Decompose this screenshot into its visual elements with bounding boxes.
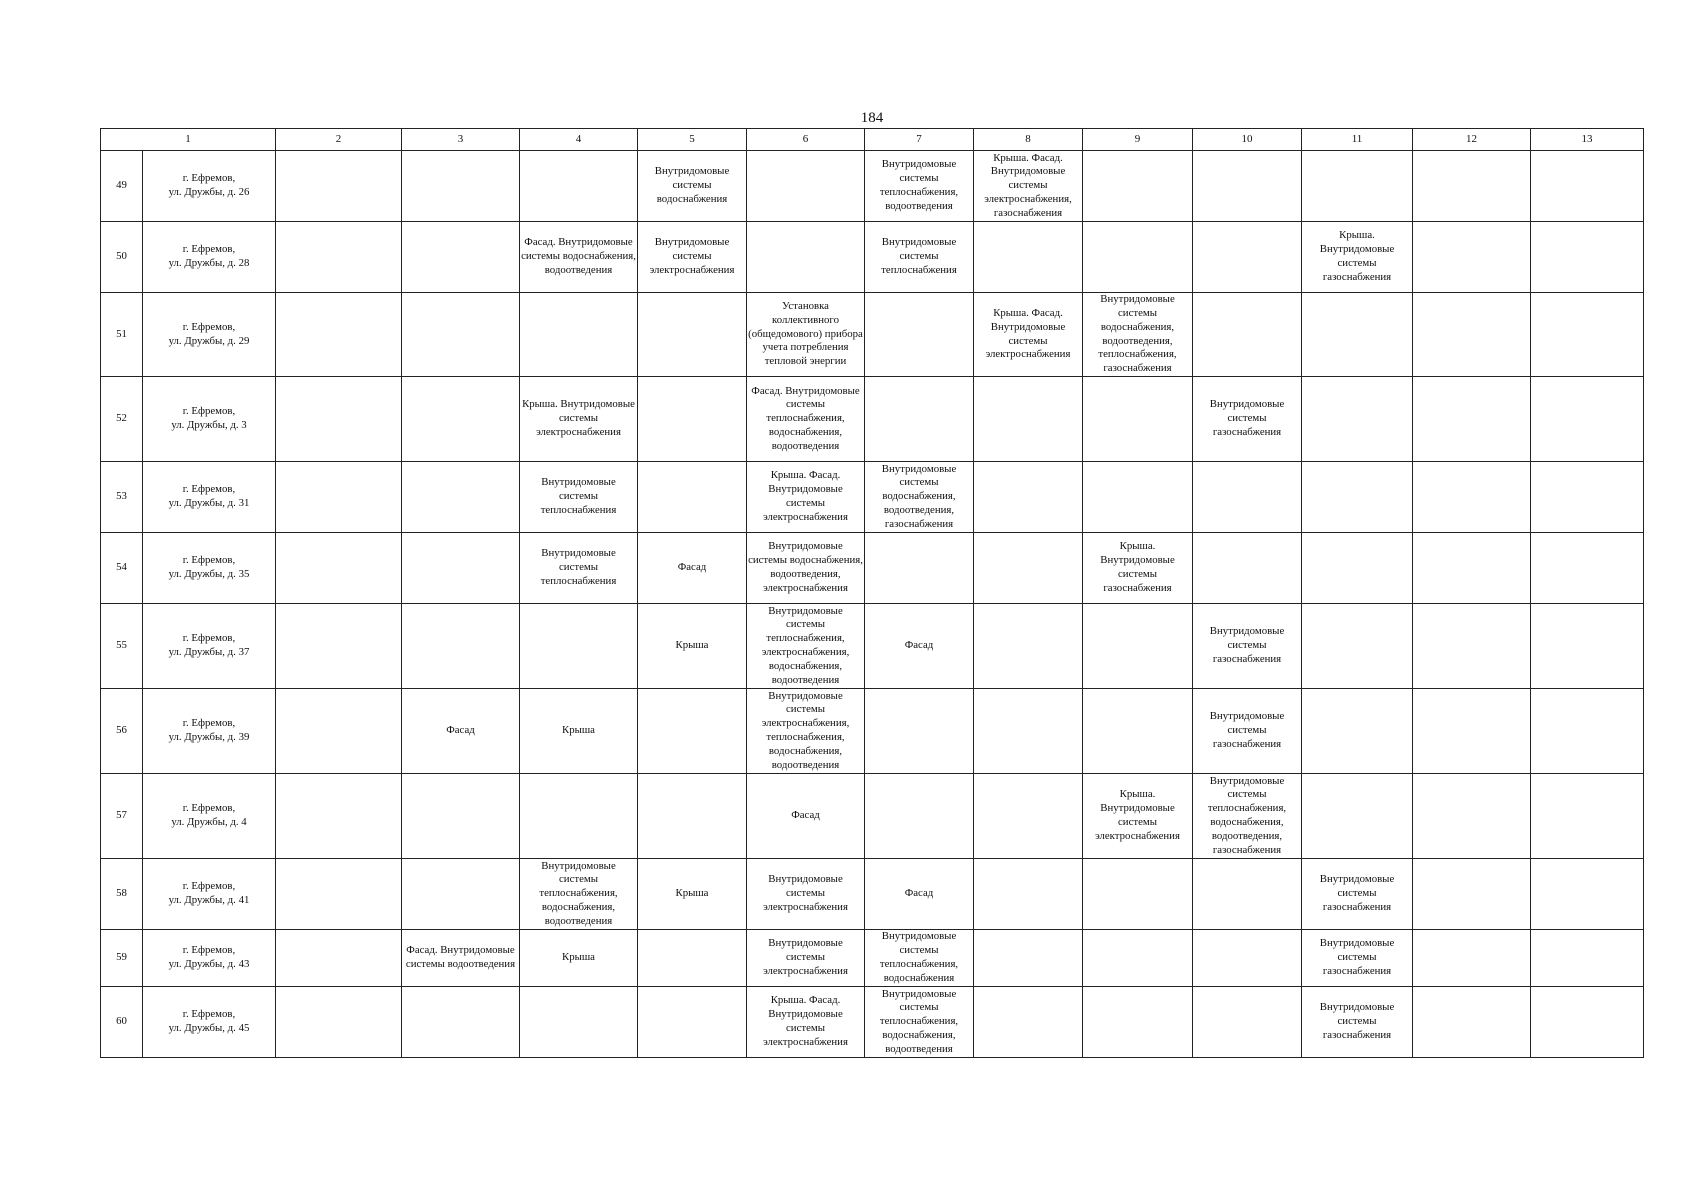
column-header: 10 (1193, 129, 1302, 151)
work-cell-col-11 (1302, 533, 1413, 604)
work-cell-col-13 (1531, 987, 1644, 1058)
address-city: г. Ефремов, (182, 1008, 236, 1021)
work-cell-col-8 (974, 987, 1083, 1058)
work-cell-col-3 (402, 377, 520, 462)
work-cell-col-7: Внутридомовые системы теплоснабжения, водоснабжения, водоотведения (865, 987, 974, 1058)
address-city: г. Ефремов, (182, 243, 236, 256)
work-cell-col-2 (276, 987, 402, 1058)
work-cell-col-12 (1413, 774, 1531, 859)
work-cell-col-13 (1531, 462, 1644, 533)
address-city: г. Ефремов, (182, 554, 236, 567)
work-cell-col-2 (276, 689, 402, 774)
work-cell-col-2 (276, 151, 402, 222)
work-cell-col-12 (1413, 293, 1531, 377)
work-cell-col-9: Внутридомовые системы водоснабжения, водоотведения, теплоснабжения, газоснабжения (1083, 293, 1193, 377)
row-number-cell: 54 (101, 533, 143, 604)
work-cell-col-5: Фасад (638, 533, 747, 604)
work-cell-col-4 (520, 151, 638, 222)
address-city: г. Ефремов, (182, 172, 236, 185)
work-cell-col-8: Крыша. Фасад. Внутридомовые системы электроснабжения, газоснабжения (974, 151, 1083, 222)
address-cell (143, 987, 276, 1058)
column-header: 3 (402, 129, 520, 151)
work-cell-col-8 (974, 689, 1083, 774)
work-cell-col-3 (402, 774, 520, 859)
address-cell (143, 222, 276, 293)
work-cell-col-10: Внутридомовые системы теплоснабжения, водоснабжения, водоотведения, газоснабжения (1193, 774, 1302, 859)
address-city: г. Ефремов, (182, 802, 236, 815)
work-cell-col-5: Крыша (638, 859, 747, 930)
work-cell-col-4: Внутридомовые системы теплоснабжения, водоснабжения, водоотведения (520, 859, 638, 930)
address-city: г. Ефремов, (182, 320, 236, 333)
work-cell-col-11 (1302, 377, 1413, 462)
work-cell-col-11 (1302, 604, 1413, 689)
work-cell-col-12 (1413, 462, 1531, 533)
work-cell-col-13 (1531, 151, 1644, 222)
address-city: г. Ефремов, (182, 405, 236, 418)
work-cell-col-6: Крыша. Фасад. Внутридомовые системы электроснабжения (747, 462, 865, 533)
column-header: 1 (101, 129, 276, 151)
work-cell-col-13 (1531, 533, 1644, 604)
address-street: ул. Дружбы, д. 31 (168, 497, 250, 509)
column-header: 7 (865, 129, 974, 151)
row-number-cell: 55 (101, 604, 143, 689)
work-cell-col-12 (1413, 689, 1531, 774)
table-row (101, 604, 1644, 689)
work-cell-col-7: Внутридомовые системы теплоснабжения, водоснабжения (865, 930, 974, 987)
work-cell-col-4: Крыша (520, 689, 638, 774)
work-cell-col-12 (1413, 222, 1531, 293)
work-cell-col-9 (1083, 930, 1193, 987)
table-row (101, 533, 1644, 604)
work-cell-col-8 (974, 533, 1083, 604)
table-row (101, 930, 1644, 987)
work-cell-col-13 (1531, 930, 1644, 987)
work-cell-col-3 (402, 151, 520, 222)
address-cell (143, 774, 276, 859)
work-cell-col-6: Установка коллективного (общедомового) прибора учета потребления тепловой энергии (747, 293, 865, 377)
work-cell-col-11: Внутридомовые системы газоснабжения (1302, 859, 1413, 930)
work-cell-col-9 (1083, 987, 1193, 1058)
work-cell-col-4: Внутридомовые системы теплоснабжения (520, 533, 638, 604)
work-cell-col-11 (1302, 151, 1413, 222)
work-cell-col-3 (402, 987, 520, 1058)
work-cell-col-11 (1302, 462, 1413, 533)
table-row (101, 689, 1644, 774)
work-cell-col-7 (865, 774, 974, 859)
work-cell-col-2 (276, 604, 402, 689)
work-cell-col-2 (276, 774, 402, 859)
work-cell-col-3: Фасад. Внутридомовые системы водоотведения (402, 930, 520, 987)
work-cell-col-8 (974, 604, 1083, 689)
work-cell-col-7: Внутридомовые системы водоснабжения, водоотведения, газоснабжения (865, 462, 974, 533)
work-cell-col-3 (402, 604, 520, 689)
work-cell-col-6: Внутридомовые системы электроснабжения (747, 859, 865, 930)
address-street: ул. Дружбы, д. 37 (168, 646, 250, 658)
address-cell (143, 930, 276, 987)
work-cell-col-8 (974, 462, 1083, 533)
work-cell-col-10 (1193, 151, 1302, 222)
address-cell (143, 859, 276, 930)
work-cell-col-7: Фасад (865, 859, 974, 930)
work-cell-col-2 (276, 462, 402, 533)
work-cell-col-4: Внутридомовые системы теплоснабжения (520, 462, 638, 533)
work-cell-col-5: Внутридомовые системы электроснабжения (638, 222, 747, 293)
work-cell-col-12 (1413, 604, 1531, 689)
work-cell-col-8 (974, 377, 1083, 462)
work-cell-col-9 (1083, 859, 1193, 930)
page-number: 184 (860, 110, 884, 126)
table-row (101, 774, 1644, 859)
work-cell-col-2 (276, 222, 402, 293)
work-cell-col-11: Внутридомовые системы газоснабжения (1302, 987, 1413, 1058)
address-street: ул. Дружбы, д. 26 (168, 186, 250, 198)
address-city: г. Ефремов, (182, 483, 236, 496)
work-cell-col-5 (638, 930, 747, 987)
work-cell-col-11: Крыша. Внутридомовые системы газоснабжения (1302, 222, 1413, 293)
work-cell-col-11 (1302, 293, 1413, 377)
work-cell-col-13 (1531, 774, 1644, 859)
work-cell-col-6 (747, 222, 865, 293)
work-cell-col-9 (1083, 377, 1193, 462)
table-row (101, 462, 1644, 533)
row-number-cell: 60 (101, 987, 143, 1058)
address-city: г. Ефремов, (182, 880, 236, 893)
work-cell-col-5 (638, 293, 747, 377)
work-cell-col-2 (276, 533, 402, 604)
work-cell-col-10 (1193, 293, 1302, 377)
work-cell-col-7 (865, 689, 974, 774)
row-number-cell: 57 (101, 774, 143, 859)
row-number-cell: 59 (101, 930, 143, 987)
work-cell-col-6: Фасад. Внутридомовые системы теплоснабжения, водоснабжения, водоотведения (747, 377, 865, 462)
work-cell-col-2 (276, 377, 402, 462)
work-cell-col-5 (638, 377, 747, 462)
column-header: 5 (638, 129, 747, 151)
work-cell-col-12 (1413, 151, 1531, 222)
work-cell-col-13 (1531, 689, 1644, 774)
work-cell-col-9 (1083, 604, 1193, 689)
work-cell-col-10 (1193, 222, 1302, 293)
work-cell-col-13 (1531, 377, 1644, 462)
work-cell-col-6: Внутридомовые системы теплоснабжения, электроснабжения, водоснабжения, водоотведения (747, 604, 865, 689)
work-cell-col-9 (1083, 689, 1193, 774)
row-number-cell: 53 (101, 462, 143, 533)
work-cell-col-7: Внутридомовые системы теплоснабжения, водоотведения (865, 151, 974, 222)
column-header: 8 (974, 129, 1083, 151)
row-number-cell: 52 (101, 377, 143, 462)
work-schedule-table (100, 128, 1644, 1058)
work-cell-col-9: Крыша. Внутридомовые системы электроснабжения (1083, 774, 1193, 859)
address-street: ул. Дружбы, д. 43 (168, 958, 250, 970)
work-cell-col-6: Внутридомовые системы водоснабжения, водоотведения, электроснабжения (747, 533, 865, 604)
work-cell-col-13 (1531, 293, 1644, 377)
work-cell-col-2 (276, 930, 402, 987)
address-street: ул. Дружбы, д. 4 (171, 816, 247, 828)
column-header: 13 (1531, 129, 1644, 151)
work-cell-col-4 (520, 293, 638, 377)
work-cell-col-4: Крыша. Внутридомовые системы электроснабжения (520, 377, 638, 462)
work-cell-col-3 (402, 533, 520, 604)
column-header: 2 (276, 129, 402, 151)
work-cell-col-4 (520, 604, 638, 689)
work-cell-col-9 (1083, 222, 1193, 293)
work-cell-col-12 (1413, 987, 1531, 1058)
address-cell (143, 293, 276, 377)
work-cell-col-3 (402, 222, 520, 293)
work-cell-col-5: Внутридомовые системы водоснабжения (638, 151, 747, 222)
address-street: ул. Дружбы, д. 45 (168, 1022, 250, 1034)
work-cell-col-10 (1193, 859, 1302, 930)
work-cell-col-10: Внутридомовые системы газоснабжения (1193, 604, 1302, 689)
address-street: ул. Дружбы, д. 41 (168, 894, 250, 906)
address-street: ул. Дружбы, д. 29 (168, 334, 250, 347)
work-cell-col-5 (638, 774, 747, 859)
address-cell (143, 604, 276, 689)
table-row (101, 377, 1644, 462)
work-cell-col-4 (520, 774, 638, 859)
column-header: 11 (1302, 129, 1413, 151)
work-cell-col-11 (1302, 689, 1413, 774)
work-cell-col-8 (974, 774, 1083, 859)
work-cell-col-13 (1531, 222, 1644, 293)
row-number-cell: 50 (101, 222, 143, 293)
address-cell (143, 689, 276, 774)
column-header: 9 (1083, 129, 1193, 151)
work-cell-col-3 (402, 462, 520, 533)
work-cell-col-3: Фасад (402, 689, 520, 774)
work-cell-col-5: Крыша (638, 604, 747, 689)
work-cell-col-10: Внутридомовые системы газоснабжения (1193, 377, 1302, 462)
address-city: г. Ефремов, (182, 632, 236, 645)
table-row (101, 151, 1644, 222)
work-cell-col-8: Крыша. Фасад. Внутридомовые системы электроснабжения (974, 293, 1083, 377)
work-cell-col-7 (865, 293, 974, 377)
work-cell-col-12 (1413, 533, 1531, 604)
work-cell-col-9: Крыша. Внутридомовые системы газоснабжения (1083, 533, 1193, 604)
row-number-cell: 58 (101, 859, 143, 930)
work-cell-col-7: Внутридомовые системы теплоснабжения (865, 222, 974, 293)
work-cell-col-12 (1413, 859, 1531, 930)
row-number-cell: 49 (101, 151, 143, 222)
work-cell-col-6: Внутридомовые системы электроснабжения, теплоснабжения, водоснабжения, водоотведения (747, 689, 865, 774)
address-street: ул. Дружбы, д. 35 (168, 568, 250, 580)
work-cell-col-13 (1531, 859, 1644, 930)
work-cell-col-9 (1083, 462, 1193, 533)
address-cell (143, 377, 276, 462)
table-row (101, 222, 1644, 293)
row-number-cell: 51 (101, 293, 143, 377)
address-street: ул. Дружбы, д. 39 (168, 731, 250, 743)
work-cell-col-6: Внутридомовые системы электроснабжения (747, 930, 865, 987)
work-cell-col-13 (1531, 604, 1644, 689)
work-cell-col-11: Внутридомовые системы газоснабжения (1302, 930, 1413, 987)
work-cell-col-10: Внутридомовые системы газоснабжения (1193, 689, 1302, 774)
work-cell-col-6 (747, 151, 865, 222)
work-cell-col-12 (1413, 377, 1531, 462)
column-header: 6 (747, 129, 865, 151)
work-cell-col-8 (974, 222, 1083, 293)
work-cell-col-2 (276, 859, 402, 930)
work-cell-col-8 (974, 859, 1083, 930)
work-cell-col-10 (1193, 930, 1302, 987)
work-cell-col-5 (638, 462, 747, 533)
row-number-cell: 56 (101, 689, 143, 774)
work-cell-col-7: Фасад (865, 604, 974, 689)
work-cell-col-9 (1083, 151, 1193, 222)
work-cell-col-7 (865, 377, 974, 462)
address-street: ул. Дружбы, д. 28 (168, 257, 250, 269)
column-header: 12 (1413, 129, 1531, 151)
work-cell-col-4: Фасад. Внутридомовые системы водоснабжения, водоотведения (520, 222, 638, 293)
work-cell-col-7 (865, 533, 974, 604)
address-cell (143, 462, 276, 533)
table-row (101, 293, 1644, 377)
work-cell-col-4: Крыша (520, 930, 638, 987)
address-cell (143, 533, 276, 604)
work-cell-col-12 (1413, 930, 1531, 987)
work-cell-col-10 (1193, 462, 1302, 533)
work-cell-col-5 (638, 689, 747, 774)
work-cell-col-5 (638, 987, 747, 1058)
work-cell-col-8 (974, 930, 1083, 987)
work-cell-col-3 (402, 859, 520, 930)
work-cell-col-6: Крыша. Фасад. Внутридомовые системы электроснабжения (747, 987, 865, 1058)
work-cell-col-10 (1193, 987, 1302, 1058)
table-row (101, 859, 1644, 930)
work-cell-col-2 (276, 293, 402, 377)
work-cell-col-11 (1302, 774, 1413, 859)
address-city: г. Ефремов, (182, 717, 236, 730)
column-number-header-row (101, 129, 1644, 151)
address-city: г. Ефремов, (182, 944, 236, 957)
work-cell-col-6: Фасад (747, 774, 865, 859)
work-cell-col-10 (1193, 533, 1302, 604)
work-cell-col-3 (402, 293, 520, 377)
column-header: 4 (520, 129, 638, 151)
table-row (101, 987, 1644, 1058)
address-cell (143, 151, 276, 222)
work-cell-col-4 (520, 987, 638, 1058)
address-street: ул. Дружбы, д. 3 (171, 419, 247, 431)
table-body (101, 151, 1644, 1058)
